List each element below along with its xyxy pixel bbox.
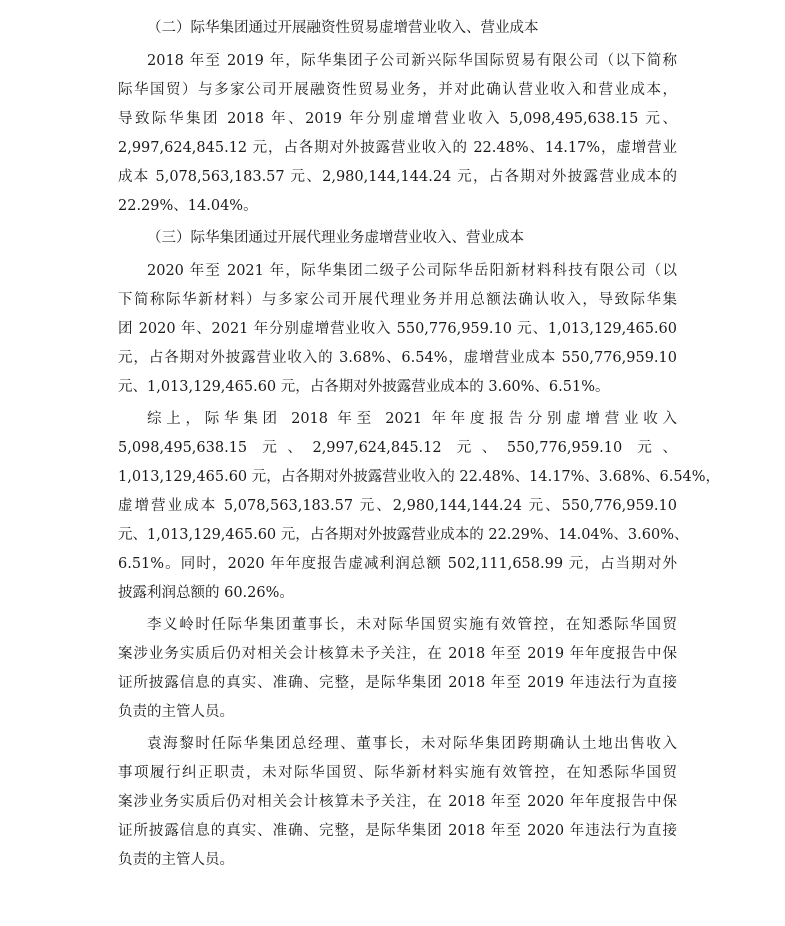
paragraph-line: 团 2020 年、2021 年分别虚增营业收入 550,776,959.10 元、1,013,129,465.60 bbox=[118, 321, 677, 337]
paragraph-line: 2018 年至 2019 年，际华集团子公司新兴际华国际贸易有限公司（以下简称 bbox=[147, 53, 677, 69]
section-heading-3: （三）际华集团通过开展代理业务虚增营业收入、营业成本 bbox=[147, 230, 524, 246]
paragraph-line: 下简称际华新材料）与多家公司开展代理业务并用总额法确认收入，导致际华集 bbox=[118, 292, 677, 308]
paragraph-line: 事项履行纠正职责，未对际华国贸、际华新材料实施有效管控，在知悉际华国贸 bbox=[118, 765, 677, 781]
paragraph-line: 披露利润总额的 60.26%。 bbox=[118, 585, 294, 601]
paragraph-line: 际华国贸）与多家公司开展融资性贸易业务，并对此确认营业收入和营业成本， bbox=[118, 82, 677, 98]
paragraph-line: 2,997,624,845.12 元，占各期对外披露营业收入的 22.48%、14.17%，虚增营业 bbox=[118, 140, 677, 156]
paragraph-agency-business bbox=[118, 257, 677, 402]
paragraph-summary bbox=[118, 405, 721, 608]
paragraph-line: 元、1,013,129,465.60 元，占各期对外披露营业成本的 3.60%、6.51%。 bbox=[118, 379, 610, 395]
paragraph-line: 案涉业务实质后仍对相关会计核算未予关注，在 2018 年至 2020 年年度报告中保 bbox=[118, 794, 677, 810]
paragraph-line: 证所披露信息的真实、准确、完整，是际华集团 2018 年至 2020 年违法行为直接 bbox=[118, 823, 677, 839]
paragraph-line: 证所披露信息的真实、准确、完整，是际华集团 2018 年至 2019 年违法行为直接 bbox=[118, 675, 677, 691]
paragraph-line: 李义岭时任际华集团董事长，未对际华国贸实施有效管控，在知悉际华国贸 bbox=[147, 617, 677, 633]
paragraph-line: 6.51%。同时，2020 年年度报告虚减利润总额 502,111,658.99 元，占当期对外 bbox=[118, 556, 677, 572]
paragraph-line: 1,013,129,465.60 元，占各期对外披露营业收入的 22.48%、14.17%、3.68%、6.54%， bbox=[118, 469, 721, 485]
paragraph-li-yiling bbox=[118, 611, 677, 727]
paragraph-line: 袁海黎时任际华集团总经理、董事长，未对际华集团跨期确认土地出售收入 bbox=[147, 736, 677, 752]
paragraph-line: 导致际华集团 2018 年、2019 年分别虚增营业收入 5,098,495,638.15 元、 bbox=[118, 111, 677, 127]
paragraph-line: 元，占各期对外披露营业收入的 3.68%、6.54%，虚增营业成本 550,776,959.10 bbox=[118, 350, 677, 366]
paragraph-line: 虚增营业成本 5,078,563,183.57 元、2,980,144,144.24 元、550,776,959.10 bbox=[118, 498, 677, 514]
paragraph-line: 2020 年至 2021 年，际华集团二级子公司际华岳阳新材料科技有限公司（以 bbox=[147, 263, 677, 279]
paragraph-fabricated-trade bbox=[118, 47, 677, 221]
paragraph-yuan-haili bbox=[118, 730, 677, 875]
paragraph-line: 元、1,013,129,465.60 元，占各期对外披露营业成本的 22.29%、14.04%、3.60%、 bbox=[118, 527, 689, 543]
paragraph-line: 负责的主管人员。 bbox=[118, 852, 234, 868]
paragraph-line: 案涉业务实质后仍对相关会计核算未予关注，在 2018 年至 2019 年年度报告中保 bbox=[118, 646, 677, 662]
paragraph-line: 22.29%、14.04%。 bbox=[118, 198, 258, 214]
paragraph-line: 成本 5,078,563,183.57 元、2,980,144,144.24 元，占各期对外披露营业成本的 bbox=[118, 169, 677, 185]
section-heading-2: （二）际华集团通过开展融资性贸易虚增营业收入、营业成本 bbox=[147, 20, 539, 36]
paragraph-line: 5,098,495,638.15 元、2,997,624,845.12 元、550,776,959.10 元、 bbox=[118, 440, 677, 456]
paragraph-line: 综上，际华集团 2018 年至 2021 年年度报告分别虚增营业收入 bbox=[147, 411, 677, 427]
paragraph-line: 负责的主管人员。 bbox=[118, 704, 234, 720]
